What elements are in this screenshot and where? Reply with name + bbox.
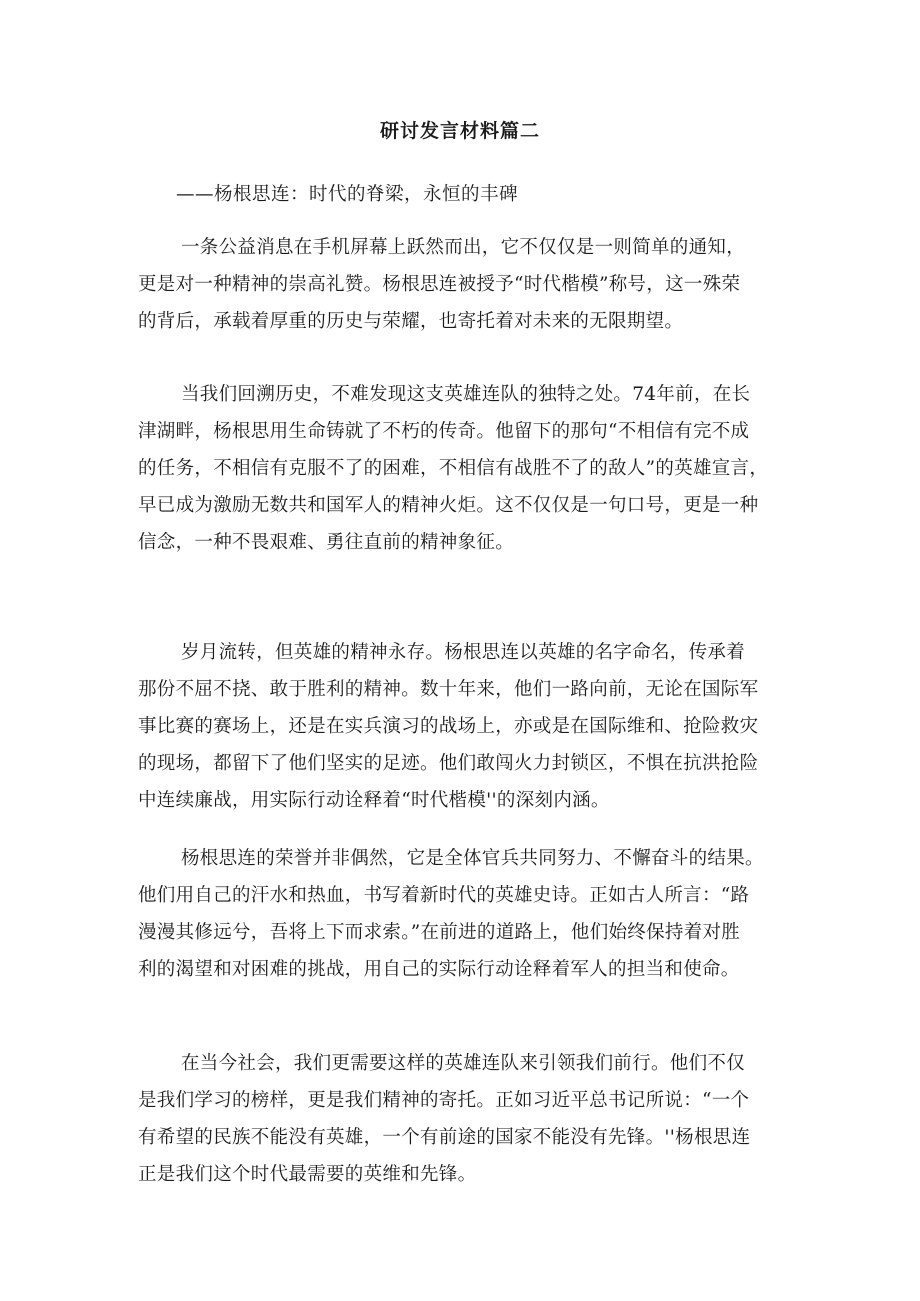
paragraph-line: 事比赛的赛场上，还是在实兵演习的战场上，亦或是在国际维和、抢险救灾 <box>138 716 759 737</box>
paragraph <box>138 840 788 988</box>
paragraph-line: 当我们回溯历史，不难发现这支英雄连队的独特之处。74年前，在长 <box>181 384 751 405</box>
paragraph <box>138 634 788 819</box>
paragraph-line: 正是我们这个时代最需要的英维和先锋。 <box>138 1164 477 1185</box>
paragraph-line: 那份不屈不挠、敢于胜利的精神。数十年来，他们一路向前，无论在国际军 <box>138 679 759 700</box>
paragraph-line: 他们用自己的汗水和热血，书写着新时代的英雄史诗。正如古人所言：“路 <box>138 885 750 906</box>
paragraph-line: 杨根思连的荣誉并非偶然，它是全体官兵共同努力、不懈奋斗的结果。 <box>181 848 764 869</box>
paragraph-line: 有希望的民族不能没有英雄，一个有前途的国家不能没有先锋。''杨根思连 <box>138 1127 751 1148</box>
paragraph-line: 的背后，承载着厚重的历史与荣耀，也寄托着对未来的无限期望。 <box>138 311 684 332</box>
paragraph-line: 早已成为激励无数共和国军人的精神火炬。这不仅仅是一句口号，更是一种 <box>138 495 759 516</box>
paragraph-line: 更是对一种精神的崇高礼赞。杨根思连被授予“时代楷模”称号，这一殊荣 <box>138 274 741 295</box>
paragraph-line: 在当今社会，我们更需要这样的英雄连队来引领我们前行。他们不仅 <box>181 1053 746 1074</box>
paragraph-line: 是我们学习的榜样，更是我们精神的寄托。正如习近平总书记所说：“一个 <box>138 1090 750 1111</box>
paragraph <box>138 1045 788 1193</box>
paragraph-line: 中连续廉战，用实际行动诠释着“时代楷模''的深刻内涵。 <box>138 790 610 811</box>
paragraph <box>138 376 788 561</box>
paragraph-line: 利的渴望和对困难的挑战，用自己的实际行动诠释着军人的担当和使命。 <box>138 959 740 980</box>
paragraph-line: 信念，一种不畏艰难、勇往直前的精神象征。 <box>138 532 515 553</box>
paragraph-line: 的任务，不相信有克服不了的困难，不相信有战胜不了的敌人”的英雄宣言， <box>138 458 769 479</box>
paragraph-line: 漫漫其修远兮，吾将上下而求索。”在前进的道路上，他们始终保持着对胜 <box>138 922 741 943</box>
paragraph-line: 岁月流转，但英雄的精神永存。杨根思连以英雄的名字命名，传承着 <box>181 642 746 663</box>
paragraph-line: 一条公益消息在手机屏幕上跃然而出，它不仅仅是一则简单的通知， <box>181 237 746 258</box>
paragraph <box>138 229 788 340</box>
page-subtitle: ——杨根思连：时代的脊梁，永恒的丰碑 <box>176 184 519 205</box>
paragraph-line: 的现场，都留下了他们坚实的足迹。他们敢闯火力封锁区，不惧在抗洪抢险 <box>138 753 759 774</box>
page-title: 研讨发言材料篇二 <box>379 120 540 142</box>
paragraph-line: 津湖畔，杨根思用生命铸就了不朽的传奇。他留下的那句“不相信有完不成 <box>138 421 750 442</box>
